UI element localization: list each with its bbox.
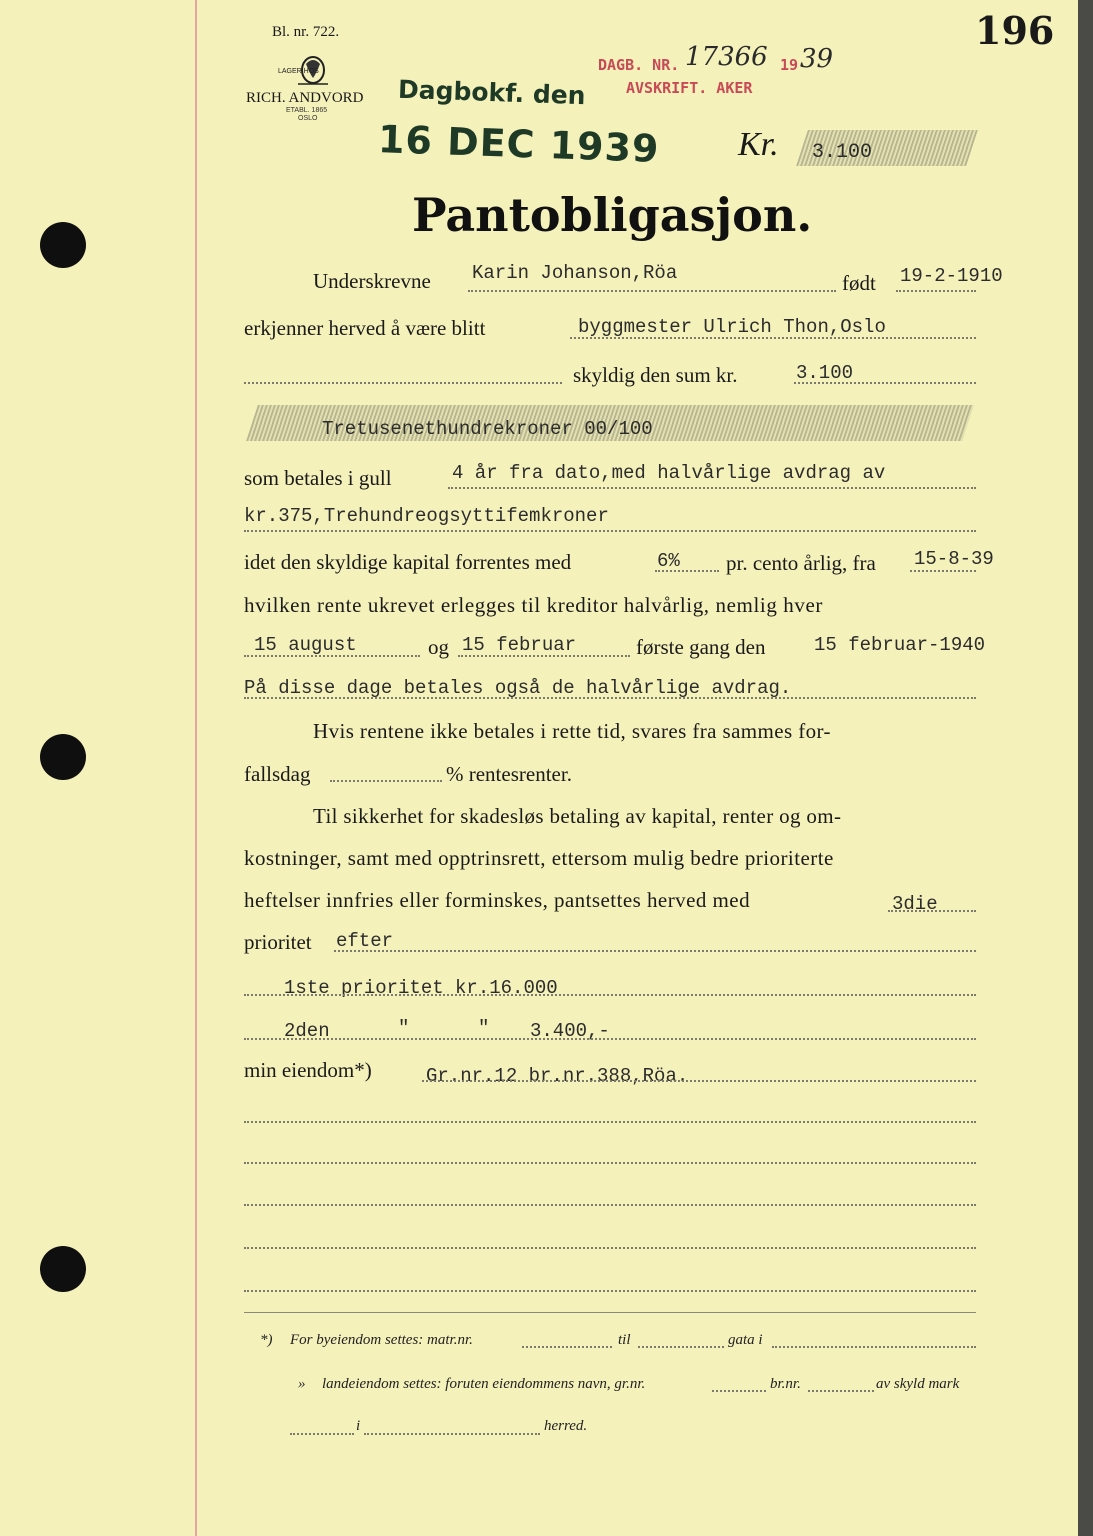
kr-label: Kr. — [738, 126, 779, 163]
cento-label: pr. cento årlig, fra — [726, 551, 876, 575]
property-value: Gr.nr.12 br.nr.388,Röa. — [426, 1065, 689, 1087]
prior-1-line — [244, 994, 976, 996]
first-payment-date: 15 februar-1940 — [814, 634, 986, 656]
prior-1: 1ste prioritet kr.16.000 — [284, 977, 558, 999]
eiendom-label: min eiendom*) — [244, 1058, 372, 1082]
footnote-skyld-label: av skyld mark — [876, 1376, 960, 1392]
footnote-rule — [244, 1312, 976, 1313]
fodt-label: født — [842, 271, 876, 295]
creditor-line — [570, 337, 976, 339]
sum-line — [794, 382, 976, 384]
margin-rule — [195, 0, 197, 1536]
forrentes-label: idet den skyldige kapital forrentes med — [244, 550, 572, 574]
journal-stamp-date: 16 DEC 1939 — [377, 117, 661, 171]
payment-terms-line — [448, 487, 976, 489]
publisher-top-text: LAGER HOS — [278, 68, 319, 75]
birth-date-line — [896, 290, 976, 292]
publisher-logo — [246, 48, 380, 128]
term-date-2-line — [458, 655, 630, 657]
interest-from-line — [910, 570, 976, 572]
hvis-text: Hvis rentene ikke betales i rette tid, svares fra sammes for- — [313, 719, 831, 743]
installment-note-line — [244, 697, 976, 699]
priority-value: 3die — [892, 893, 938, 915]
publisher-established: ETABL. 1865 — [286, 107, 328, 114]
footnote-i-line-left — [290, 1433, 354, 1435]
blank-line-4 — [244, 1247, 976, 1249]
property-line — [422, 1080, 976, 1082]
amount-in-words: Tretusenethundrekroner 00/100 — [322, 418, 653, 440]
footnote-by-label: For byeiendom settes: matr.nr. — [290, 1332, 473, 1348]
creditor-name: byggmester Ulrich Thon,Oslo — [578, 316, 886, 338]
payment-terms: 4 år fra dato,med halvårlige avdrag av — [452, 462, 886, 484]
skyldig-label: skyldig den sum kr. — [573, 363, 738, 387]
punch-hole-middle — [40, 734, 86, 780]
footnote-til-label: til — [618, 1332, 631, 1348]
installment-note: På disse dage betales også de halvårlige avdrag. — [244, 677, 792, 699]
dagb-stamp-label: DAGB. NR. — [598, 56, 680, 74]
punch-hole-top — [40, 222, 86, 268]
sikkerhet-text-2: kostninger, samt med opptrinsrett, ettersom mulig bedre prioriterte — [244, 846, 834, 870]
journal-stamp-label: Dagbokf. den — [397, 74, 587, 111]
fallsdag-label: fallsdag — [244, 762, 311, 786]
rente-text: hvilken rente ukrevet erlegges til kreditor halvårlig, nemlig hver — [244, 593, 823, 617]
betales-label: som betales i gull — [244, 466, 392, 490]
footnote-herred-line — [364, 1433, 540, 1435]
interest-rate-line — [655, 570, 719, 572]
footnote-herred-label: herred. — [544, 1418, 588, 1434]
kr-value: 3.100 — [812, 141, 873, 164]
priority-line — [888, 910, 976, 912]
punch-hole-bottom — [40, 1246, 86, 1292]
term-date-2: 15 februar — [462, 634, 577, 656]
term-date-1-line — [244, 655, 420, 657]
prior-2-rank: 2den — [284, 1020, 330, 1042]
blank-line-3 — [244, 1204, 976, 1206]
avskrift-stamp: AVSKRIFT. AKER — [626, 79, 753, 97]
og-label: og — [428, 635, 449, 659]
installment-line — [244, 530, 976, 532]
sum-value: 3.100 — [796, 362, 854, 384]
blank-line-5 — [244, 1290, 976, 1292]
footnote-ditto-mark: » — [298, 1376, 306, 1392]
fallsdag-line — [330, 780, 442, 782]
page-number: 196 — [975, 8, 1055, 53]
footnote-gata-label: gata i — [728, 1332, 763, 1348]
footnote-grnr-line — [712, 1390, 766, 1392]
footnote-brnr-line — [808, 1390, 874, 1392]
dagb-year-handwritten: 39 — [800, 44, 834, 74]
interest-rate: 6% — [657, 550, 680, 572]
prior-2-ditto-2: " — [478, 1017, 490, 1039]
blank-line-1 — [244, 1121, 976, 1123]
underskrevne-label: Underskrevne — [313, 269, 431, 293]
prioritet-line — [334, 950, 976, 952]
skyldig-prefix-line — [244, 382, 562, 384]
document-title: Pantobligasjon. — [412, 188, 813, 242]
sikkerhet-text-1: Til sikkerhet for skadesløs betaling av kapital, renter og om- — [313, 804, 842, 828]
footnote-land-label: landeiendom settes: foruten eiendommens navn, gr.nr. — [322, 1376, 646, 1392]
prioritet-label: prioritet — [244, 930, 312, 954]
prior-2-line — [244, 1038, 976, 1040]
prior-2-ditto-1: " — [398, 1017, 410, 1039]
birth-date: 19-2-1910 — [900, 265, 1003, 287]
prior-2-amount: 3.400,- — [530, 1020, 610, 1042]
footnote-brnr-label: br.nr. — [770, 1376, 801, 1392]
dagb-year-prefix: 19 — [780, 56, 799, 74]
heftelser-text: heftelser innfries eller forminskes, pantsettes herved med — [244, 888, 751, 912]
debtor-name: Karin Johanson,Röa — [472, 262, 678, 284]
erkjenner-label: erkjenner herved å være blitt — [244, 316, 486, 340]
footnote-til-line — [638, 1346, 724, 1348]
footnote-star: *) — [260, 1332, 273, 1348]
debtor-name-line — [468, 290, 836, 292]
interest-from-date: 15-8-39 — [914, 548, 994, 570]
efter-value: efter — [336, 930, 394, 952]
term-date-1: 15 august — [254, 634, 357, 656]
rentesrenter-label: % rentesrenter. — [446, 762, 572, 786]
footnote-gata-line — [772, 1346, 976, 1348]
installment-amount: kr.375,Trehundreogsyttifemkroner — [244, 505, 609, 527]
blank-line-2 — [244, 1162, 976, 1164]
footnote-matr-line — [522, 1346, 612, 1348]
publisher-name: RICH. ANDVORD — [246, 90, 364, 106]
footnote-i-label: i — [356, 1418, 361, 1434]
form-number: Bl. nr. 722. — [272, 24, 340, 40]
publisher-city: OSLO — [298, 115, 318, 122]
dagb-handwritten-number: 17366 — [685, 42, 768, 72]
forste-label: første gang den — [636, 635, 766, 659]
